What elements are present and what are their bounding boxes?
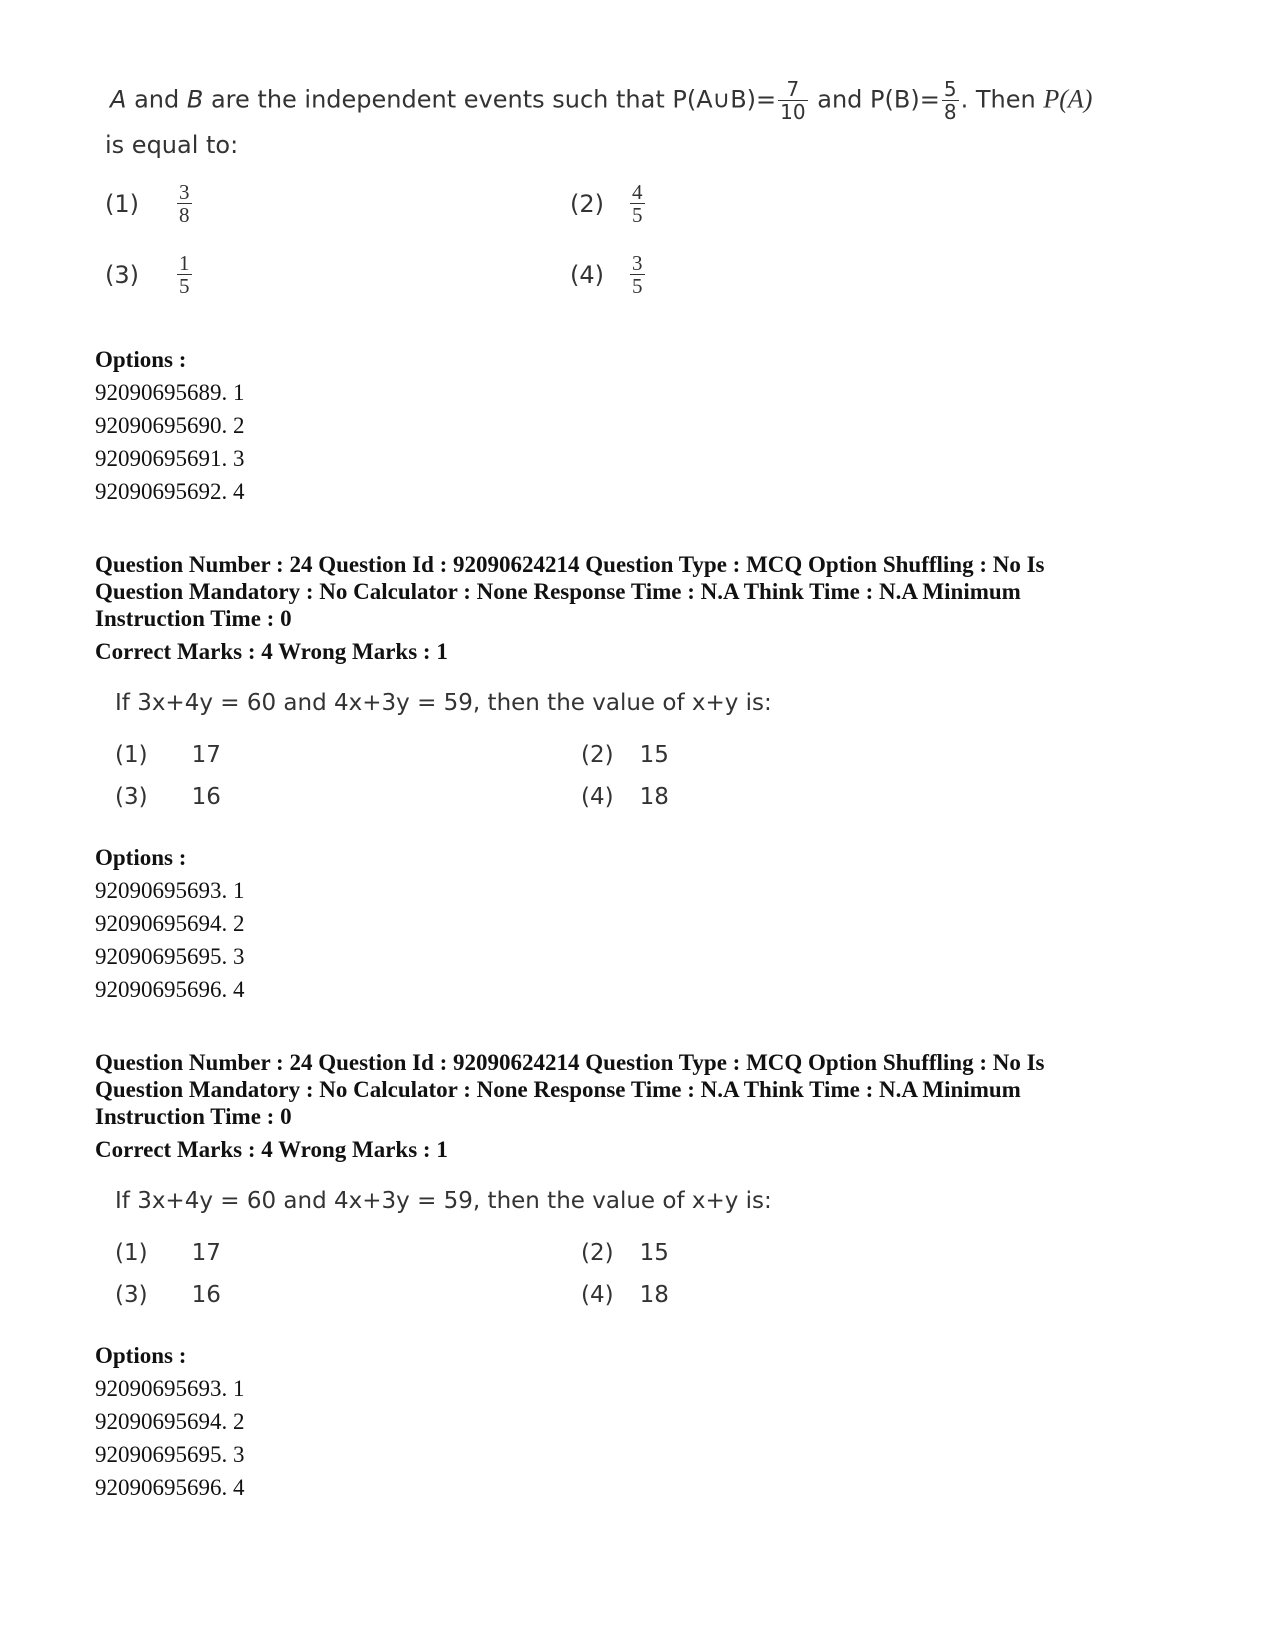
q3-choice-3: (3) 16 [115,1282,221,1308]
q3-choice-4: (4) 18 [581,1282,669,1308]
q3-options-list [95,1339,245,1504]
option-item: 92090695693. 1 [95,878,245,903]
option-item: 92090695692. 4 [95,479,245,504]
event-b: B [186,85,204,114]
q2-options-list [95,841,245,1006]
q1-stem-line2: is equal to: [105,131,239,159]
q2-choice-3: (3) 16 [115,784,221,810]
meta-line: Question Mandatory : No Calculator : None Response Time : N.A Think Time : N.A Minimum [95,1077,1021,1102]
q2-choice-1: (1) 17 [115,742,221,768]
q3-meta [95,1049,1195,1163]
meta-line: Question Number : 24 Question Id : 92090624214 Question Type : MCQ Option Shuffling : No Is [95,552,1045,577]
meta-line: Question Mandatory : No Calculator : None Response Time : N.A Think Time : N.A Minimum [95,579,1021,604]
q1-choice-4: (4) $\frac{3}{5}$ [570,251,643,298]
option-item: 92090695696. 4 [95,1475,245,1500]
q2-choice-4: (4) 18 [581,784,669,810]
and-text: and [134,85,180,114]
q2-meta [95,551,1195,665]
marks-line: Correct Marks : 4 Wrong Marks : 1 [95,1137,448,1162]
marks-line: Correct Marks : 4 Wrong Marks : 1 [95,639,448,664]
q1-choice-2: (2) $\frac{4}{5}$ [570,180,643,227]
and-text-2: and [817,85,863,114]
meta-line: Question Number : 24 Question Id : 92090624214 Question Type : MCQ Option Shuffling : No Is [95,1050,1045,1075]
q1-options-list [95,343,245,508]
options-heading: Options : [95,1343,187,1368]
q1-choice-3: (3) $\frac{1}{5}$ [105,251,190,298]
options-heading: Options : [95,845,187,870]
q3-choice-2: (2) 15 [581,1240,669,1266]
prob-a: P(A) [1043,84,1093,114]
option-item: 92090695695. 3 [95,1442,245,1467]
meta-line: Instruction Time : 0 [95,606,292,631]
fraction-7-10: $\frac{7}{10}$ [780,77,806,124]
option-item: 92090695696. 4 [95,977,245,1002]
option-item: 92090695695. 3 [95,944,245,969]
option-item: 92090695694. 2 [95,1409,245,1434]
q2-stem: If 3x+4y = 60 and 4x+3y = 59, then the value of x+y is: [115,690,772,716]
stem-text: are the independent events such that [210,85,665,114]
fraction-5-8: $\frac{5}{8}$ [943,77,957,124]
q3-choice-1: (1) 17 [115,1240,221,1266]
option-item: 92090695690. 2 [95,413,245,438]
q2-choice-2: (2) 15 [581,742,669,768]
choice-fraction: $\frac{4}{5}$ [632,180,643,227]
meta-line: Instruction Time : 0 [95,1104,292,1129]
options-heading: Options : [95,347,187,372]
option-item: 92090695693. 1 [95,1376,245,1401]
choice-fraction: $\frac{1}{5}$ [179,251,190,298]
q1-choice-1: (1) $\frac{3}{8}$ [105,180,190,227]
q3-stem: If 3x+4y = 60 and 4x+3y = 59, then the value of x+y is: [115,1188,772,1214]
option-item: 92090695689. 1 [95,380,245,405]
choice-fraction: $\frac{3}{8}$ [179,180,190,227]
then-text: . Then [960,85,1036,114]
option-item: 92090695694. 2 [95,911,245,936]
event-a: A [110,85,127,114]
option-item: 92090695691. 3 [95,446,245,471]
prob-b: P(B)= [870,85,940,114]
choice-fraction: $\frac{3}{5}$ [632,251,643,298]
prob-union: P(A∪B)= [672,85,777,114]
q1-stem [110,78,1092,123]
